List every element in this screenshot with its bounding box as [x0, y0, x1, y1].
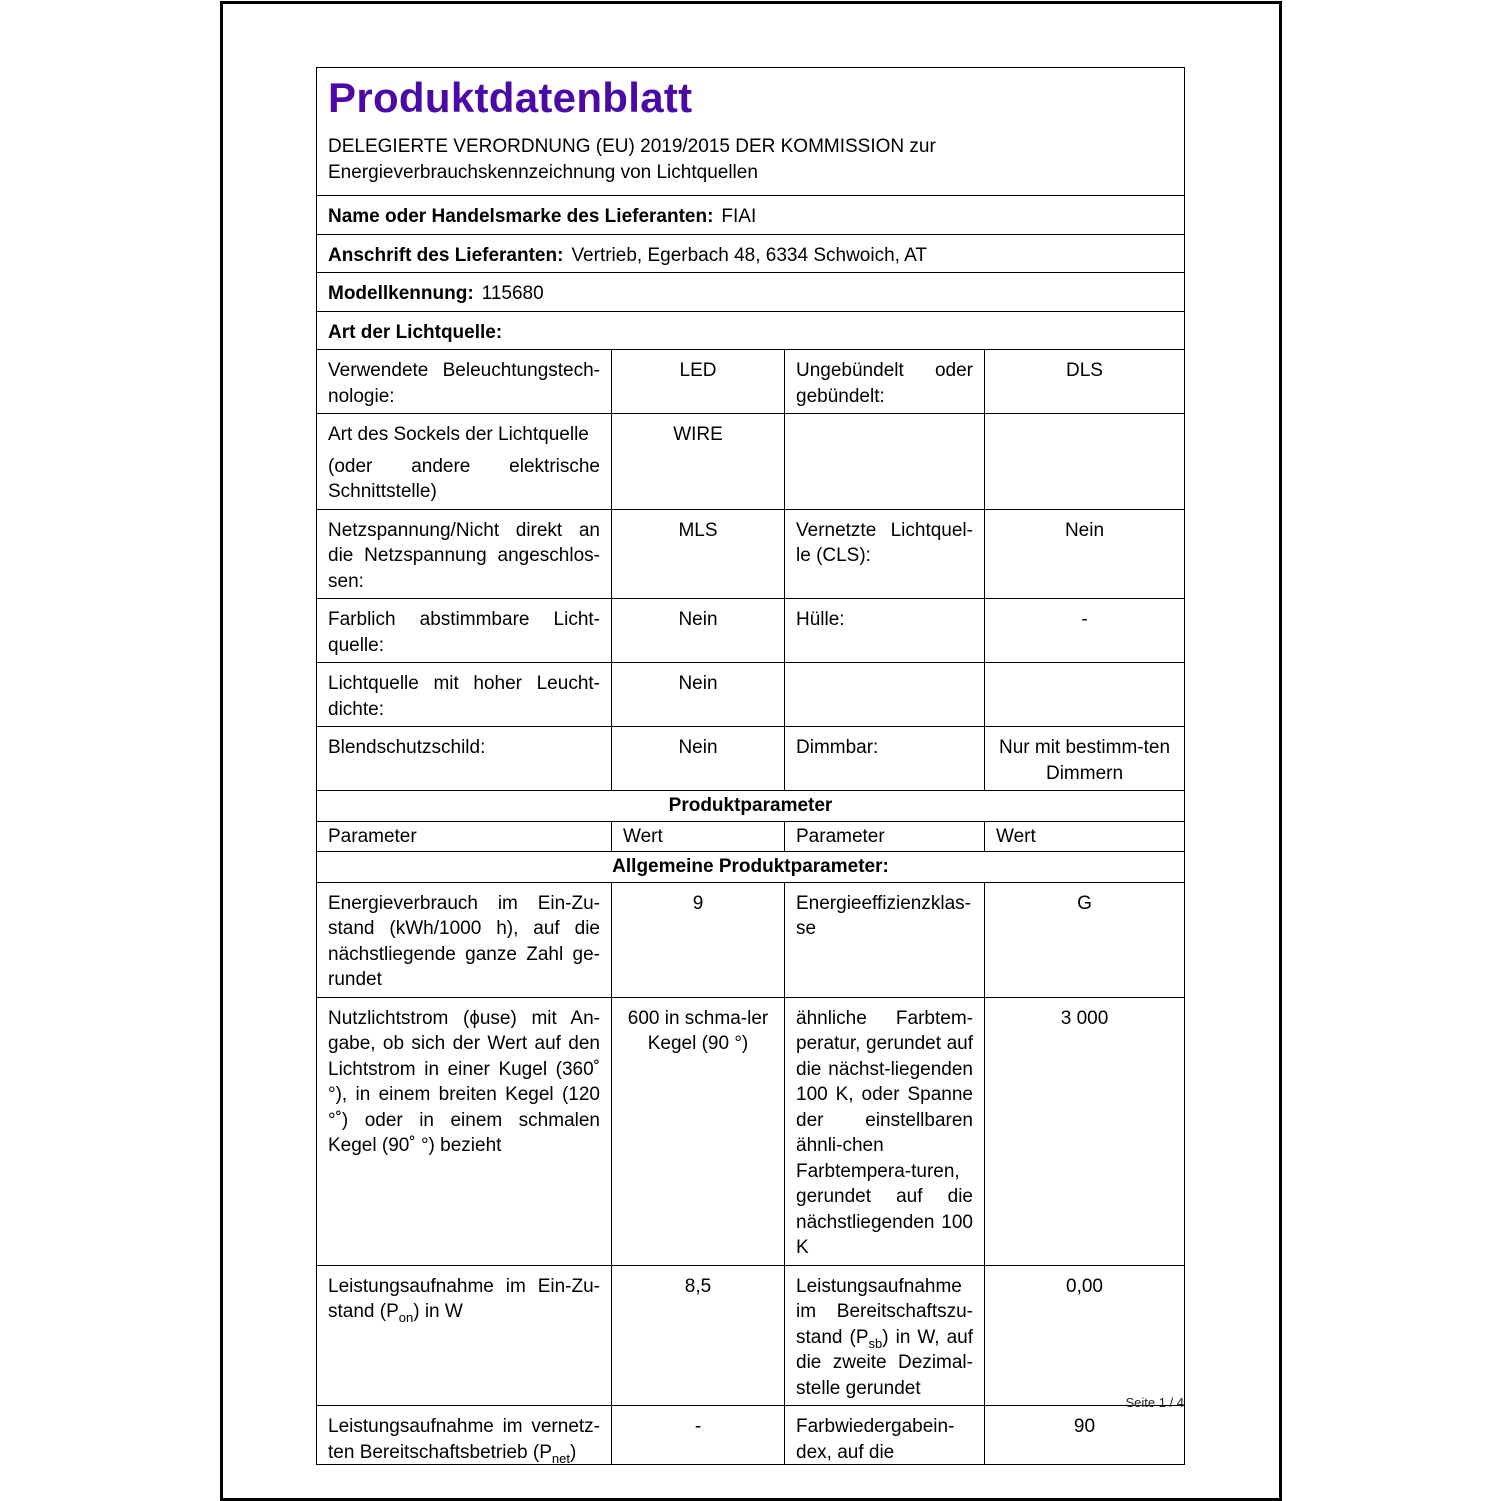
param-text: Leistungsaufnahme im vernetz-ten Bereitschaftsbetrieb (P: [328, 1416, 600, 1463]
table-row: [317, 509, 1185, 599]
table-row: [317, 1406, 1185, 1465]
param-text: Leistungsaufnahme im Bereitschaftszu-stand (P: [796, 1275, 973, 1348]
title-cell: [317, 68, 1185, 196]
supplier-address-label: Anschrift des Lieferanten:: [328, 244, 564, 266]
supplier-address-value: Vertrieb, Egerbach 48, 6334 Schwoich, AT: [571, 244, 928, 266]
param-value: 9: [612, 882, 785, 997]
param-name: Dimmbar:: [785, 727, 985, 791]
param-value: -: [985, 599, 1185, 663]
param-text: Leistungsaufnahme im Ein-Zu-stand (P: [328, 1275, 600, 1322]
param-value: Nein: [612, 599, 785, 663]
param-value: 0,00: [985, 1265, 1185, 1406]
param-name: [785, 414, 985, 510]
param-value: Nein: [612, 663, 785, 727]
document-title: Produktdatenblatt: [328, 74, 693, 121]
table-row: [317, 350, 1185, 414]
regulation-line-2: Energieverbrauchskennzeichnung von Lichtquellen: [328, 161, 758, 183]
table-row: [317, 414, 1185, 510]
param-name: [317, 1406, 612, 1465]
param-name: [785, 663, 985, 727]
datasheet-table: [316, 67, 1185, 1465]
supplier-name-label: Name oder Handelsmarke des Lieferanten:: [328, 206, 714, 227]
product-params-heading: Produktparameter: [317, 791, 1185, 822]
table-row: [317, 599, 1185, 663]
column-header-parameter: Parameter: [317, 821, 612, 852]
param-name: [317, 414, 612, 510]
param-value: 600 in schma-ler Kegel (90 °): [612, 997, 785, 1265]
param-name: Vernetzte Lichtquel-le (CLS):: [785, 509, 985, 599]
param-subscript: on: [398, 1309, 414, 1325]
param-name: Energieeffizienzklas-se: [785, 882, 985, 997]
light-source-type-label: Art der Lichtquelle:: [328, 321, 503, 343]
param-value: 8,5: [612, 1265, 785, 1406]
light-source-type-row: [317, 311, 1185, 350]
param-name: Netzspannung/Nicht direkt an die Netzspannung angeschlos-sen:: [317, 509, 612, 599]
param-value: G: [985, 882, 1185, 997]
param-value: 90: [985, 1406, 1185, 1465]
param-text: ) in W, auf die zweite Dezimal-stelle gerundet: [796, 1326, 974, 1399]
column-header-parameter: Parameter: [785, 821, 985, 852]
param-value: [985, 414, 1185, 510]
model-row: [317, 273, 1185, 312]
param-name: Ungebündelt oder gebündelt:: [785, 350, 985, 414]
model-value: 115680: [481, 283, 544, 304]
param-value: WIRE: [612, 414, 785, 510]
table-row: [317, 882, 1185, 997]
param-name: Hülle:: [785, 599, 985, 663]
param-value: 3 000: [985, 997, 1185, 1265]
param-value: MLS: [612, 509, 785, 599]
param-name-line-1: Art des Sockels der Lichtquelle: [328, 424, 589, 445]
datasheet: [316, 67, 1184, 1465]
param-name-line-2: (oder andere elektrische Schnittstelle): [328, 455, 600, 502]
table-row: [317, 663, 1185, 727]
section-heading-row: [317, 791, 1185, 822]
param-text: ) in W: [413, 1301, 463, 1322]
param-name: Verwendete Beleuchtungstech-nologie:: [317, 350, 612, 414]
general-params-heading: Allgemeine Produktparameter:: [317, 852, 1185, 883]
param-value: [985, 663, 1185, 727]
table-row: [317, 997, 1185, 1265]
param-name: Farbwiedergabein-dex, auf die: [785, 1406, 985, 1465]
param-subscript: sb: [868, 1335, 883, 1351]
param-value: Nein: [985, 509, 1185, 599]
param-name: Nutzlichtstrom (ɸuse) mit An-gabe, ob sich der Wert auf den Lichtstrom in einer Kugel (360˚ °), in einem breiten Kegel (120 °˚) oder in einem schmalen Kegel (90˚ °) bezieht: [317, 997, 612, 1265]
supplier-address-row: [317, 234, 1185, 273]
param-name: [317, 1265, 612, 1406]
param-name: Lichtquelle mit hoher Leucht-dichte:: [317, 663, 612, 727]
column-header-value: Wert: [985, 821, 1185, 852]
table-row: [317, 727, 1185, 791]
column-header-row: [317, 821, 1185, 852]
param-name: ähnliche Farbtem-peratur, gerundet auf die nächst-liegenden 100 K, oder Spanne der einstellbaren ähnli-chen Farbtempera-turen, gerundet auf die nächstliegenden 100 K: [785, 997, 985, 1265]
table-row: [317, 1265, 1185, 1406]
param-value: Nur mit bestimm-ten Dimmern: [985, 727, 1185, 791]
supplier-name-row: [317, 196, 1185, 235]
param-value: -: [612, 1406, 785, 1465]
section-heading-row: [317, 852, 1185, 883]
param-value: Nein: [612, 727, 785, 791]
param-text: ): [569, 1441, 577, 1463]
param-name: Energieverbrauch im Ein-Zu-stand (kWh/1000 h), auf die nächstliegende ganze Zahl ge-rundet: [317, 882, 612, 997]
title-row: [317, 68, 1185, 196]
param-name: [785, 1265, 985, 1406]
regulation-line-1: DELEGIERTE VERORDNUNG (EU) 2019/2015 DER KOMMISSION zur: [328, 136, 936, 157]
page-number: Seite 1 / 4: [1125, 1395, 1184, 1410]
param-subscript: net: [551, 1450, 570, 1464]
param-value: DLS: [985, 350, 1185, 414]
column-header-value: Wert: [612, 821, 785, 852]
param-value: LED: [612, 350, 785, 414]
param-name: Blendschutzschild:: [317, 727, 612, 791]
supplier-name-value: FIAI: [721, 206, 757, 227]
param-name: Farblich abstimmbare Licht-quelle:: [317, 599, 612, 663]
model-label: Modellkennung:: [328, 283, 474, 304]
